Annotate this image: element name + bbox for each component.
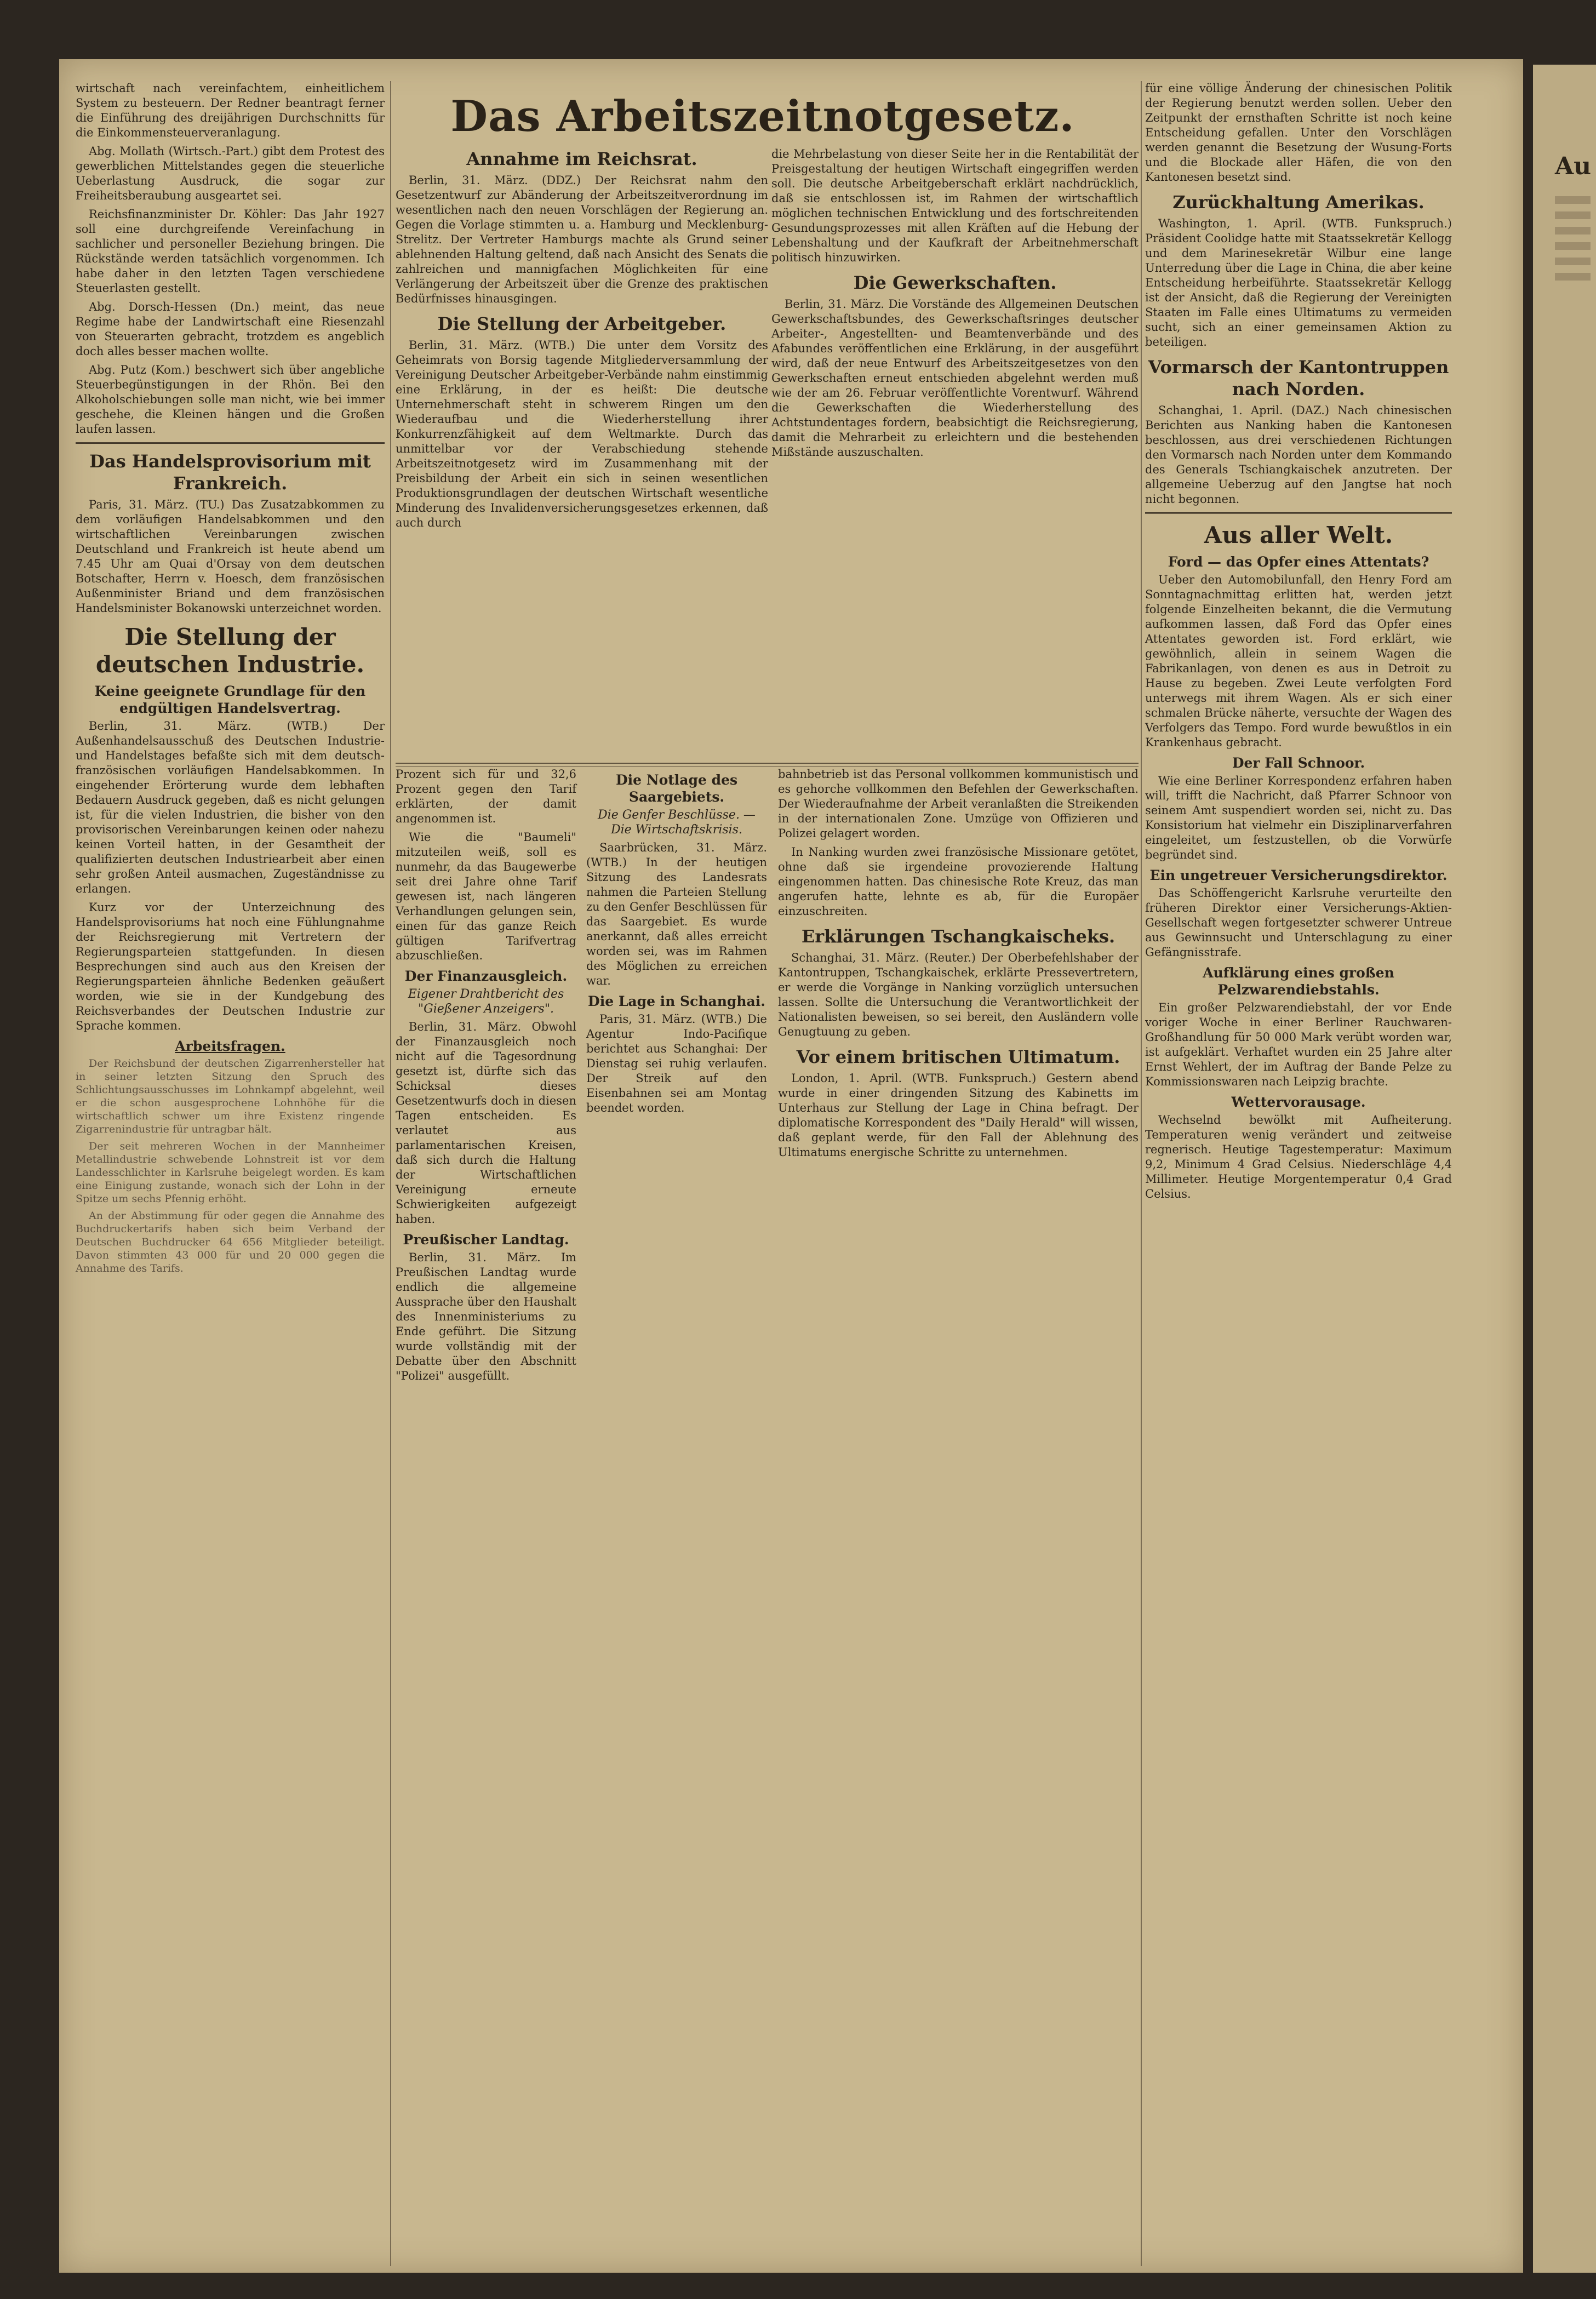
article-text: Berlin, 31. März. Obwohl der Finanzausgleich noch nicht auf die Tagesordnung gesetzt ist, dürfte sich das Schicksal dieses Gesetzentwurfs doch in diesen Tagen entscheiden. Es verlautet aus parlamentarischen Kreisen, daß sich durch die Haltung der Wirtschaftlichen Vereinigung erneute Schwierigkeiten aufgezeigt haben.	[396, 1020, 576, 1226]
article-headline: Die Stellung der deutschen Industrie.	[95, 624, 365, 678]
article-headline: Arbeitsfragen.	[175, 1038, 285, 1054]
section-divider	[396, 763, 1139, 767]
article-text: Prozent sich für und 32,6 Prozent gegen den Tarif erklärten, der damit angenommen ist.	[396, 768, 576, 825]
article-headline: Annahme im Reichsrat.	[466, 148, 697, 169]
adjacent-page-text: Au	[1555, 152, 1592, 180]
article-text: Der seit mehreren Wochen in der Mannheimer Metallindustrie schwebende Lohnstreit ist vor dem Landesschlichter in Karlsruhe beigelegt worden. Es kam eine Einigung zustande, wonach sich der Lohn in der Spitze um sechs Pfennig erhöht.	[76, 1140, 385, 1205]
article-text: Das Schöffengericht Karlsruhe verurteilte den früheren Direktor einer Versicherungs-Aktien-Gesellschaft wegen fortgesetzter schwerer Untreue aus Gewinnsucht und Unterschlagung zu einer Gefängnisstrafe.	[1145, 887, 1452, 959]
article-headline: Preußischer Landtag.	[403, 1232, 569, 1248]
lower-column-b	[586, 767, 767, 1119]
article-subheadline: Eigener Drahtbericht des "Gießener Anzeigers".	[408, 987, 564, 1016]
article-text: Der Reichsbund der deutschen Zigarrenhersteller hat in seiner letzten Sitzung den Spruch des Schlichtungsausschusses im Lohnkampf abgelehnt, weil er die schon ausgesprochene Lohnhöhe für die wirtschaftlich schwer um ihre Existenz ringende Zigarrenindustrie für untragbar hält.	[76, 1057, 385, 1135]
article-text: London, 1. April. (WTB. Funkspruch.) Gestern abend wurde in einer dringenden Sitzung des Kabinetts im Unterhaus zur Stellung der Lage in China befragt. Der diplomatische Korrespondent des "Daily Herald" will wissen, daß geplant werde, für den Fall der Ablehnung des Ultimatums energische Schritte zu unternehmen.	[778, 1072, 1139, 1159]
column-4	[1145, 81, 1452, 2266]
article-text: Berlin, 31. März. (WTB.) Die unter dem Vorsitz des Geheimrats von Borsig tagende Mitgliederversammlung der Vereinigung Deutscher Arbeitgeber-Verbände nahm einstimmig eine Erklärung, in der es heißt: Die deutsche Unternehmerschaft steht in schwerem Ringen um den Wiederaufbau und die Wiederherstellung ihrer Konkurrenzfähigkeit auf dem Weltmarkte. Durch das unmittelbar vor der Verabschiedung stehende Arbeitszeitnotgesetz wird im Zusammenhang mit der Preisbildung der Arbeit ein sich in seinen wesentlichen Produktionsgrundlagen der deutschen Wirtschaft wesentliche Minderung des Invalidenversicherungsgesetzes erkennen, daß auch durch	[396, 339, 768, 529]
article-text: wirtschaft nach vereinfachtem, einheitlichem System zu besteuern. Der Redner beantragt ferner die Einführung des dreijährigen Durchschnitts für die Einkommensteuerveranlagung.	[76, 82, 385, 139]
article-subheadline: Ford — das Opfer eines Attentats?	[1168, 554, 1429, 570]
article-text: Wechselnd bewölkt mit Aufheiterung. Temperaturen wenig verändert und zeitweise regnerisch. Heutige Tagestemperatur: Maximum 9,2, Minimum 4 Grad Celsius. Niederschläge 4,4 Millimeter. Heutige Morgentemperatur 0,4 Grad Celsius.	[1145, 1113, 1452, 1200]
article-subheadline: Der Fall Schnoor.	[1232, 755, 1365, 771]
article-headline: Die Stellung der Arbeitgeber.	[437, 313, 727, 334]
article-subheadline: Aufklärung eines großen Pelzwarendiebstahls.	[1203, 965, 1394, 998]
article-text: die Mehrbelastung von dieser Seite her in die Rentabilität der Preisgestaltung der heutigen Wirtschaft eingegriffen werden soll. Die deutsche Arbeitgeberschaft erklärt nachdrücklich, daß sie entschlossen ist, im Rahmen der wirtschaftlich möglichen technischen Entwicklung und des fortschreitenden Gesundungsprozesses mit allen Kräften auf die Hebung der Lebenshaltung und der Kaufkraft der Arbeitnehmerschaft politisch hinzuwirken.	[771, 147, 1139, 264]
article-headline: Aus aller Welt.	[1204, 522, 1393, 548]
article-subheadline: Keine geeignete Grundlage für den endgültigen Handelsvertrag.	[94, 683, 366, 716]
column-3	[771, 147, 1139, 760]
article-headline: Erklärungen Tschangkaischeks.	[801, 926, 1116, 947]
article-text: Wie die "Baumeli" mitzuteilen weiß, soll es nunmehr, da das Baugewerbe seit drei Jahre ohne Tarif gewesen ist, nach längeren Verhandlungen gelungen sein, einen für das ganze Reich gültigen Tarifvertrag abzuschließen.	[396, 831, 576, 962]
article-text: An der Abstimmung für oder gegen die Annahme des Buchdruckertarifs haben sich beim Verband der Deutschen Buchdrucker 64 656 Mitglieder beteiligt. Davon stimmten 43 000 für und 20 000 gegen die Annahme des Tarifs.	[76, 1210, 385, 1274]
article-text: Ueber den Automobilunfall, den Henry Ford am Sonntagnachmittag erlitten hat, werden jetzt folgende Einzelheiten bekannt, die die Vermutung aufkommen lassen, daß Ford das Opfer eines Attentates geworden ist. Ford erklärt, wie gewöhnlich, allein in seinem Wagen die Fabrikanlagen, von denen es aus in Detroit zu Hause zu begeben. Zwei Leute verfolgten Ford unterwegs mit ihrem Wagen. Als er sich einer schmalen Brücke näherte, versuchte der Wagen des Verfolgers das Tempo. Ford wurde bewußtlos in ein Krankenhaus gebracht.	[1145, 573, 1452, 749]
article-text: Abg. Dorsch-Hessen (Dn.) meint, das neue Regime habe der Landwirtschaft eine Riesenzahl von Steuerarten gebracht, trotzdem es angeblich doch alles besser machen wollte.	[76, 300, 385, 358]
article-headline: Der Finanzausgleich.	[404, 968, 568, 984]
article-text: In Nanking wurden zwei französische Missionare getötet, ohne daß sie irgendeine provozierende Haltung eingenommen hatten. Das chinesische Rote Kreuz, das man angerufen hatte, lehnte es ab, für die Europäer einzuschreiten.	[778, 845, 1139, 918]
article-text: Wie eine Berliner Korrespondenz erfahren haben will, trifft die Nachricht, daß Pfarrer Schnoor von seinem Amt suspendiert worden sei, nicht zu. Das Konsistorium hat vielmehr ein Disziplinarverfahren eingeleitet, um festzustellen, ob die Vorwürfe begründet sind.	[1145, 774, 1452, 861]
article-text: Berlin, 31. März. (WTB.) Der Außenhandelsausschuß des Deutschen Industrie- und Handelstages befaßte sich mit dem deutsch-französischen vorläufigen Handelsabkommen. In eingehender Erörterung wurde dem lebhaften Bedauern Ausdruck gegeben, daß es nicht gelungen ist, für die vielen Industrien, die bisher von den provisorischen Vereinbarungen keinen oder nahezu keinen Vorteil hatten, in der Gesamtheit der qualifizierten deutschen Industriearbeit aber einen sehr großen Anteil ausmachen, Zugeständnisse zu erlangen.	[76, 719, 385, 895]
page-headline: Das Arbeitszeitnotgesetz.	[450, 91, 1075, 141]
article-text: Schanghai, 1. April. (DAZ.) Nach chinesischen Berichten aus Nanking haben die Kantonesen beschlossen, aus drei verschiedenen Richtungen den Vormarsch nach Norden unter dem Kommando des Generals Tschiangkaischek anzutreten. Der allgemeine Ueberzug auf den Jangtse hat noch nicht begonnen.	[1145, 404, 1452, 506]
article-subheadline: Die Genfer Beschlüsse. — Die Wirtschaftskrisis.	[598, 808, 756, 837]
article-headline: Vormarsch der Kantontruppen nach Norden.	[1148, 357, 1449, 399]
lower-section	[396, 767, 1139, 2235]
article-headline: Vor einem britischen Ultimatum.	[796, 1046, 1120, 1067]
article-text: Schanghai, 31. März. (Reuter.) Der Oberbefehlshaber der Kantontruppen, Tschangkaischek, erklärte Pressevertretern, er werde die Vorgänge in Nanking vorzüglich untersuchen lassen. Sollte die Untersuchung die Verantwortlichkeit der Nationalisten beweisen, so sei bereit, den Ausländern volle Genugtuung zu geben.	[778, 951, 1139, 1038]
article-text: Kurz vor der Unterzeichnung des Handelsprovisoriums hat noch eine Fühlungnahme der Reichsregierung mit Vertretern der Regierungsparteien stattgefunden. In diesen Besprechungen sind auch aus den Kreisen der Regierungsparteien ähnliche Bedenken geäußert worden, wie sie in der Kundgebung des Reichsverbandes der Deutschen Industrie zur Sprache kommen.	[76, 901, 385, 1032]
column-rule	[1141, 81, 1142, 2266]
lower-column-c	[778, 767, 1139, 1164]
article-text: Berlin, 31. März. Im Preußischen Landtag wurde endlich die allgemeine Aussprache über den Haushalt des Innenministeriums zu Ende geführt. Die Sitzung wurde vollständig mit der Debatte über den Abschnitt "Polizei" ausgefüllt.	[396, 1251, 576, 1382]
column-1	[76, 81, 385, 2266]
article-text: Berlin, 31. März. Die Vorstände des Allgemeinen Deutschen Gewerkschaftsbundes, des Gewerkschaftsringes deutscher Arbeiter-, Angestellten- und Beamtenverbände und des Afabundes veröffentlichen eine Erklärung, in der ausgeführt wird, daß der neue Entwurf des Arbeitszeitgesetzes von den Gewerkschaften erneut entschieden abgelehnt werden muß wie der am 26. Februar veröffentlichte Vorentwurf. Während die Gewerkschaften die Wiederherstellung des Achtstundentages fordern, beabsichtigt die Reichsregierung, damit die Mehrarbeit zu erleichtern und die bestehenden Mißstände auszuschalten.	[771, 298, 1139, 459]
article-text: Paris, 31. März. (WTB.) Die Agentur Indo-Pacifique berichtet aus Schanghai: Der Dienstag sei ruhig verlaufen. Der Streik auf den Eisenbahnen sei am Montag beendet worden.	[586, 1013, 767, 1114]
article-subheadline: Ein ungetreuer Versicherungsdirektor.	[1149, 867, 1448, 883]
article-text: bahnbetrieb ist das Personal vollkommen kommunistisch und es gehorche vollkommen den Befehlen der Gewerkschaften. Der Wiederaufnahme der Arbeit veranlaßten die Streikenden in der internationalen Zone. Umzüge von Offizieren und Polizei gelagert worden.	[778, 768, 1139, 840]
article-text: Saarbrücken, 31. März. (WTB.) In der heutigen Sitzung des Landesrats nahmen die Parteien Stellung zu den Genfer Beschlüssen für das Saargebiet. Es wurde anerkannt, daß alles erreicht worden sei, was im Rahmen des Möglichen zu erreichen war.	[586, 841, 767, 987]
adjacent-page-edge	[1533, 65, 1596, 2273]
article-text: Washington, 1. April. (WTB. Funkspruch.) Präsident Coolidge hatte mit Staatssekretär Kellogg und dem Marinesekretär Wilbur eine lange Unterredung über die Lage in China, die aber keine Entscheidung herbeiführte. Staatssekretär Kellogg ist der Ansicht, daß die Regierung der Vereinigten Staaten im Falle eines Ultimatums zu vermeiden sucht, sich an einer gemeinsamen Aktion zu beteiligen.	[1145, 217, 1452, 348]
article-subheadline: Wettervorausage.	[1231, 1094, 1366, 1110]
article-text: für eine völlige Änderung der chinesischen Politik der Regierung benutzt werden sollen. Ueber den Zeitpunkt der ernsthaften Schritte ist noch keine Entscheidung gefallen. Unter den Vorschlägen werden genannt die Besetzung der Wusung-Forts und die Blockade aller Häfen, die von den Kantonesen besetzt sind.	[1145, 82, 1452, 184]
article-text: Abg. Putz (Kom.) beschwert sich über angebliche Steuerbegünstigungen in der Rhön. Bei den Alkoholschiebungen solle man nicht, wie bei immer geschehe, die Kleinen hängen und die Großen laufen lassen.	[76, 363, 385, 436]
article-text: Berlin, 31. März. (DDZ.) Der Reichsrat nahm den Gesetzentwurf zur Abänderung der Arbeitszeitverordnung im wesentlichen nach den neuen Vorschlägen der Regierung an. Gegen die Vorlage stimmten u. a. Hamburg und Mecklenburg-Strelitz. Der Vertreter Hamburgs machte als Grund seiner ablehnenden Haltung geltend, daß nach Ansicht des Senats die zahlreichen und mannigfachen Möglichkeiten für eine Verlängerung der Arbeitszeit über die Grenze des praktischen Bedürfnisses hinausgingen.	[396, 174, 768, 305]
article-headline: Die Notlage des Saargebiets.	[615, 772, 738, 805]
article-text: Reichsfinanzminister Dr. Köhler: Das Jahr 1927 soll eine durchgreifende Vereinfachung in sachlicher und personeller Beziehung bringen. Die Rückstände werden tatsächlich vorgenommen. Ich habe daher in den letzten Tagen verschiedene Steuerlasten gestellt.	[76, 208, 385, 295]
article-headline: Die Lage in Schanghai.	[588, 993, 765, 1009]
article-headline: Zurückhaltung Amerikas.	[1172, 192, 1425, 213]
article-headline: Die Gewerkschaften.	[853, 272, 1057, 293]
article-text: Paris, 31. März. (TU.) Das Zusatzabkommen zu dem vorläufigen Handelsabkommen und den wirtschaftlichen Vereinbarungen zwischen Deutschland und Frankreich ist heute abend um 7.45 Uhr am Quai d'Orsay von dem deutschen Botschafter, Herrn v. Hoesch, dem französischen Außenminister Briand und dem französischen Handelsminister Bokanowski unterzeichnet worden.	[76, 498, 385, 615]
column-rule	[390, 81, 391, 2266]
article-text: Abg. Mollath (Wirtsch.-Part.) gibt dem Protest des gewerblichen Mittelstandes gegen die steuerliche Ueberlastung Ausdruck, die sogar zur Freiheitsberaubung ausgeartet sei.	[76, 145, 385, 202]
article-text: Ein großer Pelzwarendiebstahl, der vor Ende voriger Woche in einer Berliner Rauchwaren-Großhandlung für 50 000 Mark verübt worden war, ist aufgeklärt. Verhaftet wurden ein 25 Jahre alter Ernst Wehlert, der im Auftrag der Bande Pelze zu Kommissionswaren nach Leipzig brachte.	[1145, 1001, 1452, 1088]
article-headline: Das Handelsprovisorium mit Frankreich.	[89, 451, 371, 494]
lower-column-a	[396, 767, 576, 1387]
